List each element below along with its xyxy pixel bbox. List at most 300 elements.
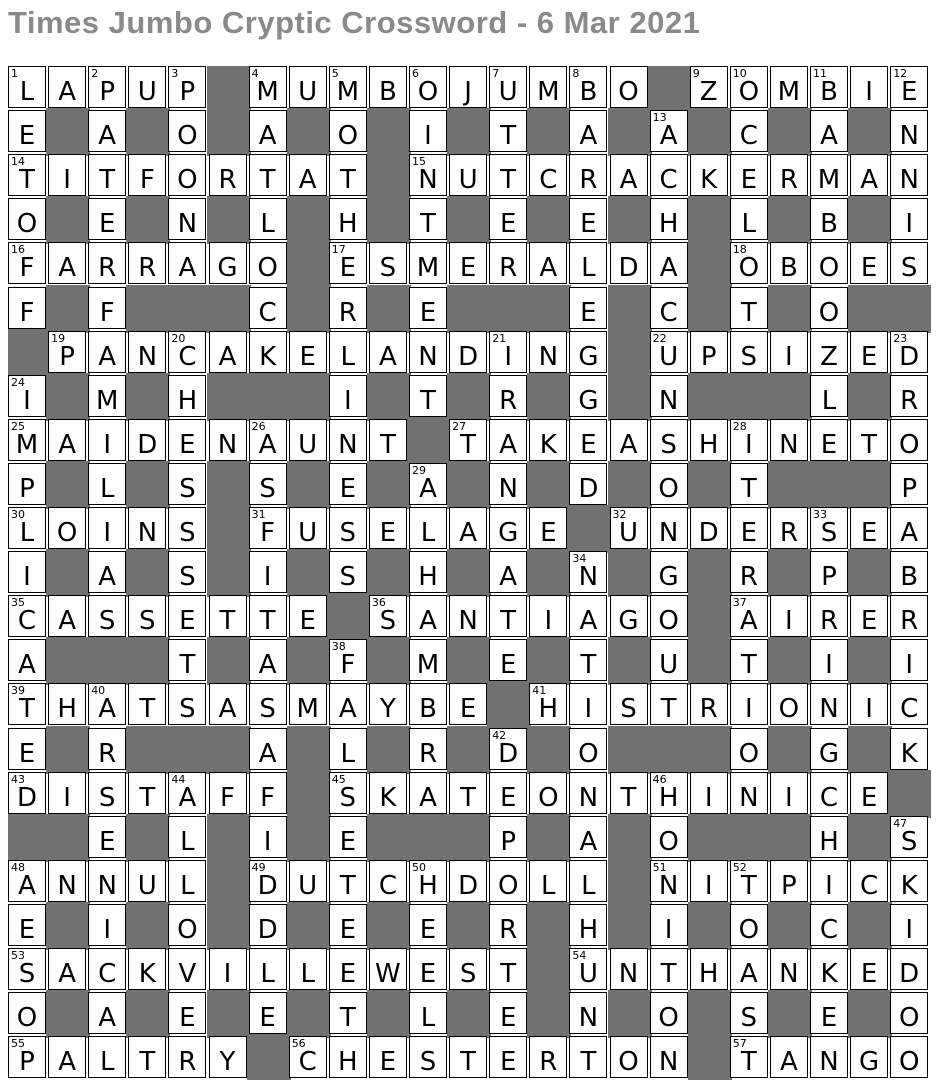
grid-cell-r5c10[interactable] [369, 242, 407, 284]
grid-cell-r5c20[interactable] [770, 242, 808, 284]
grid-cell-r10c11[interactable] [409, 463, 447, 505]
grid-cell-r1c10[interactable] [369, 66, 407, 108]
grid-cell-r16c9[interactable] [329, 728, 367, 770]
grid-cell-r11c13[interactable] [489, 507, 527, 549]
grid-cell-r15c11[interactable] [409, 683, 447, 725]
grid-cell-r22c7[interactable] [249, 992, 287, 1034]
grid-cell-r16c15[interactable] [569, 728, 607, 770]
grid-cell-r13c3[interactable] [88, 595, 126, 637]
grid-cell-r10c5[interactable] [168, 463, 206, 505]
grid-cell-r22c1[interactable] [8, 992, 46, 1034]
grid-cell-r13c19[interactable] [730, 595, 768, 637]
grid-cell-r9c14[interactable] [529, 419, 567, 461]
grid-cell-r11c10[interactable] [369, 507, 407, 549]
grid-cell-r15c2[interactable] [48, 683, 86, 725]
grid-cell-r11c23[interactable] [890, 507, 928, 549]
grid-cell-r4c21[interactable] [810, 198, 848, 240]
grid-cell-r16c23[interactable] [890, 728, 928, 770]
grid-cell-r20c7[interactable] [249, 904, 287, 946]
grid-cell-r23c11[interactable] [409, 1036, 447, 1078]
grid-cell-r9c15[interactable] [569, 419, 607, 461]
grid-cell-r10c3[interactable] [88, 463, 126, 505]
grid-cell-r12c13[interactable] [489, 551, 527, 593]
grid-cell-r23c4[interactable] [128, 1036, 166, 1078]
grid-cell-r11c8[interactable] [289, 507, 327, 549]
grid-cell-r14c1[interactable] [8, 639, 46, 681]
grid-cell-r17c11[interactable] [409, 772, 447, 814]
grid-cell-r10c17[interactable] [650, 463, 688, 505]
grid-cell-r20c11[interactable] [409, 904, 447, 946]
grid-cell-r23c12[interactable] [449, 1036, 487, 1078]
grid-cell-r19c10[interactable] [369, 860, 407, 902]
grid-cell-r21c22[interactable] [850, 948, 888, 990]
grid-cell-r20c17[interactable] [650, 904, 688, 946]
grid-cell-r7c2[interactable] [48, 331, 86, 373]
grid-cell-r3c8[interactable] [289, 154, 327, 196]
grid-cell-r23c23[interactable] [890, 1036, 928, 1078]
grid-cell-r21c9[interactable] [329, 948, 367, 990]
grid-cell-r17c15[interactable] [569, 772, 607, 814]
grid-cell-r1c12[interactable] [449, 66, 487, 108]
grid-cell-r6c9[interactable] [329, 287, 367, 329]
grid-cell-r17c16[interactable] [610, 772, 648, 814]
grid-cell-r5c12[interactable] [449, 242, 487, 284]
grid-cell-r9c3[interactable] [88, 419, 126, 461]
grid-cell-r12c7[interactable] [249, 551, 287, 593]
grid-cell-r8c9[interactable] [329, 375, 367, 417]
grid-cell-r7c15[interactable] [569, 331, 607, 373]
grid-cell-r11c18[interactable] [690, 507, 728, 549]
grid-cell-r9c2[interactable] [48, 419, 86, 461]
grid-cell-r14c15[interactable] [569, 639, 607, 681]
grid-cell-r9c5[interactable] [168, 419, 206, 461]
grid-cell-r6c21[interactable] [810, 287, 848, 329]
grid-cell-r15c23[interactable] [890, 683, 928, 725]
grid-cell-r22c21[interactable] [810, 992, 848, 1034]
grid-cell-r18c21[interactable] [810, 816, 848, 858]
grid-cell-r12c15[interactable] [569, 551, 607, 593]
grid-cell-r5c14[interactable] [529, 242, 567, 284]
grid-cell-r7c21[interactable] [810, 331, 848, 373]
grid-cell-r16c3[interactable] [88, 728, 126, 770]
grid-cell-r3c7[interactable] [249, 154, 287, 196]
grid-cell-r21c19[interactable] [730, 948, 768, 990]
grid-cell-r3c13[interactable] [489, 154, 527, 196]
grid-cell-r22c19[interactable] [730, 992, 768, 1034]
grid-cell-r8c13[interactable] [489, 375, 527, 417]
grid-cell-r5c19[interactable] [730, 242, 768, 284]
grid-cell-r23c8[interactable] [289, 1036, 327, 1078]
grid-cell-r14c13[interactable] [489, 639, 527, 681]
grid-cell-r22c23[interactable] [890, 992, 928, 1034]
grid-cell-r3c6[interactable] [209, 154, 247, 196]
grid-cell-r11c9[interactable] [329, 507, 367, 549]
grid-cell-r9c23[interactable] [890, 419, 928, 461]
grid-cell-r13c2[interactable] [48, 595, 86, 637]
grid-cell-r20c13[interactable] [489, 904, 527, 946]
grid-cell-r13c23[interactable] [890, 595, 928, 637]
grid-cell-r1c1[interactable] [8, 66, 46, 108]
grid-cell-r21c6[interactable] [209, 948, 247, 990]
grid-cell-r10c23[interactable] [890, 463, 928, 505]
grid-cell-r17c12[interactable] [449, 772, 487, 814]
grid-cell-r23c22[interactable] [850, 1036, 888, 1078]
grid-cell-r5c3[interactable] [88, 242, 126, 284]
grid-cell-r14c9[interactable] [329, 639, 367, 681]
grid-cell-r16c11[interactable] [409, 728, 447, 770]
grid-cell-r8c21[interactable] [810, 375, 848, 417]
grid-cell-r23c5[interactable] [168, 1036, 206, 1078]
grid-cell-r7c3[interactable] [88, 331, 126, 373]
grid-cell-r21c20[interactable] [770, 948, 808, 990]
grid-cell-r2c15[interactable] [569, 110, 607, 152]
grid-cell-r19c8[interactable] [289, 860, 327, 902]
grid-cell-r13c21[interactable] [810, 595, 848, 637]
grid-cell-r15c4[interactable] [128, 683, 166, 725]
grid-cell-r10c15[interactable] [569, 463, 607, 505]
grid-cell-r1c11[interactable] [409, 66, 447, 108]
grid-cell-r20c1[interactable] [8, 904, 46, 946]
grid-cell-r17c2[interactable] [48, 772, 86, 814]
grid-cell-r17c17[interactable] [650, 772, 688, 814]
grid-cell-r22c9[interactable] [329, 992, 367, 1034]
grid-cell-r11c1[interactable] [8, 507, 46, 549]
grid-cell-r13c10[interactable] [369, 595, 407, 637]
grid-cell-r7c7[interactable] [249, 331, 287, 373]
grid-cell-r23c13[interactable] [489, 1036, 527, 1078]
grid-cell-r17c4[interactable] [128, 772, 166, 814]
grid-cell-r3c23[interactable] [890, 154, 928, 196]
grid-cell-r14c17[interactable] [650, 639, 688, 681]
grid-cell-r18c23[interactable] [890, 816, 928, 858]
grid-cell-r17c22[interactable] [850, 772, 888, 814]
grid-cell-r9c21[interactable] [810, 419, 848, 461]
grid-cell-r2c7[interactable] [249, 110, 287, 152]
grid-cell-r6c7[interactable] [249, 287, 287, 329]
grid-cell-r22c11[interactable] [409, 992, 447, 1034]
grid-cell-r19c13[interactable] [489, 860, 527, 902]
grid-cell-r12c21[interactable] [810, 551, 848, 593]
grid-cell-r1c15[interactable] [569, 66, 607, 108]
grid-cell-r8c5[interactable] [168, 375, 206, 417]
grid-cell-r18c15[interactable] [569, 816, 607, 858]
grid-cell-r5c17[interactable] [650, 242, 688, 284]
grid-cell-r3c20[interactable] [770, 154, 808, 196]
grid-cell-r19c4[interactable] [128, 860, 166, 902]
grid-cell-r9c10[interactable] [369, 419, 407, 461]
grid-cell-r7c6[interactable] [209, 331, 247, 373]
grid-cell-r9c12[interactable] [449, 419, 487, 461]
grid-cell-r23c6[interactable] [209, 1036, 247, 1078]
grid-cell-r13c1[interactable] [8, 595, 46, 637]
grid-cell-r9c17[interactable] [650, 419, 688, 461]
grid-cell-r17c18[interactable] [690, 772, 728, 814]
grid-cell-r9c13[interactable] [489, 419, 527, 461]
grid-cell-r9c22[interactable] [850, 419, 888, 461]
grid-cell-r12c9[interactable] [329, 551, 367, 593]
grid-cell-r9c20[interactable] [770, 419, 808, 461]
grid-cell-r3c1[interactable] [8, 154, 46, 196]
grid-cell-r6c15[interactable] [569, 287, 607, 329]
grid-cell-r1c20[interactable] [770, 66, 808, 108]
grid-cell-r10c7[interactable] [249, 463, 287, 505]
grid-cell-r1c22[interactable] [850, 66, 888, 108]
grid-cell-r14c7[interactable] [249, 639, 287, 681]
grid-cell-r23c19[interactable] [730, 1036, 768, 1078]
grid-cell-r11c4[interactable] [128, 507, 166, 549]
grid-cell-r3c19[interactable] [730, 154, 768, 196]
grid-cell-r5c21[interactable] [810, 242, 848, 284]
grid-cell-r3c9[interactable] [329, 154, 367, 196]
grid-cell-r9c19[interactable] [730, 419, 768, 461]
grid-cell-r13c12[interactable] [449, 595, 487, 637]
grid-cell-r15c14[interactable] [529, 683, 567, 725]
grid-cell-r13c5[interactable] [168, 595, 206, 637]
grid-cell-r3c22[interactable] [850, 154, 888, 196]
grid-cell-r13c6[interactable] [209, 595, 247, 637]
grid-cell-r23c2[interactable] [48, 1036, 86, 1078]
grid-cell-r7c22[interactable] [850, 331, 888, 373]
grid-cell-r19c19[interactable] [730, 860, 768, 902]
grid-cell-r7c19[interactable] [730, 331, 768, 373]
grid-cell-r5c23[interactable] [890, 242, 928, 284]
grid-cell-r12c5[interactable] [168, 551, 206, 593]
grid-cell-r21c4[interactable] [128, 948, 166, 990]
grid-cell-r4c9[interactable] [329, 198, 367, 240]
grid-cell-r1c3[interactable] [88, 66, 126, 108]
grid-cell-r15c8[interactable] [289, 683, 327, 725]
grid-cell-r19c12[interactable] [449, 860, 487, 902]
grid-cell-r11c17[interactable] [650, 507, 688, 549]
grid-cell-r1c7[interactable] [249, 66, 287, 108]
grid-cell-r5c7[interactable] [249, 242, 287, 284]
grid-cell-r13c17[interactable] [650, 595, 688, 637]
grid-cell-r17c21[interactable] [810, 772, 848, 814]
grid-cell-r5c5[interactable] [168, 242, 206, 284]
grid-cell-r17c1[interactable] [8, 772, 46, 814]
grid-cell-r10c13[interactable] [489, 463, 527, 505]
grid-cell-r18c9[interactable] [329, 816, 367, 858]
grid-cell-r16c13[interactable] [489, 728, 527, 770]
grid-cell-r9c8[interactable] [289, 419, 327, 461]
grid-cell-r12c23[interactable] [890, 551, 928, 593]
grid-cell-r11c5[interactable] [168, 507, 206, 549]
grid-cell-r22c5[interactable] [168, 992, 206, 1034]
grid-cell-r19c1[interactable] [8, 860, 46, 902]
grid-cell-r21c17[interactable] [650, 948, 688, 990]
grid-cell-r20c9[interactable] [329, 904, 367, 946]
grid-cell-r4c5[interactable] [168, 198, 206, 240]
grid-cell-r5c13[interactable] [489, 242, 527, 284]
grid-cell-r2c9[interactable] [329, 110, 367, 152]
grid-cell-r11c19[interactable] [730, 507, 768, 549]
grid-cell-r18c3[interactable] [88, 816, 126, 858]
grid-cell-r20c19[interactable] [730, 904, 768, 946]
grid-cell-r21c23[interactable] [890, 948, 928, 990]
grid-cell-r16c1[interactable] [8, 728, 46, 770]
grid-cell-r4c13[interactable] [489, 198, 527, 240]
grid-cell-r15c7[interactable] [249, 683, 287, 725]
grid-cell-r1c14[interactable] [529, 66, 567, 108]
grid-cell-r8c17[interactable] [650, 375, 688, 417]
grid-cell-r15c9[interactable] [329, 683, 367, 725]
grid-cell-r3c16[interactable] [610, 154, 648, 196]
grid-cell-r3c12[interactable] [449, 154, 487, 196]
grid-cell-r13c20[interactable] [770, 595, 808, 637]
grid-cell-r9c7[interactable] [249, 419, 287, 461]
grid-cell-r21c16[interactable] [610, 948, 648, 990]
grid-cell-r23c15[interactable] [569, 1036, 607, 1078]
grid-cell-r18c13[interactable] [489, 816, 527, 858]
grid-cell-r3c18[interactable] [690, 154, 728, 196]
grid-cell-r1c18[interactable] [690, 66, 728, 108]
grid-cell-r4c1[interactable] [8, 198, 46, 240]
grid-cell-r13c4[interactable] [128, 595, 166, 637]
grid-cell-r5c6[interactable] [209, 242, 247, 284]
grid-cell-r15c12[interactable] [449, 683, 487, 725]
grid-cell-r4c7[interactable] [249, 198, 287, 240]
grid-cell-r7c9[interactable] [329, 331, 367, 373]
grid-cell-r9c9[interactable] [329, 419, 367, 461]
grid-cell-r19c20[interactable] [770, 860, 808, 902]
grid-cell-r5c16[interactable] [610, 242, 648, 284]
grid-cell-r22c13[interactable] [489, 992, 527, 1034]
grid-cell-r17c6[interactable] [209, 772, 247, 814]
grid-cell-r1c16[interactable] [610, 66, 648, 108]
grid-cell-r14c21[interactable] [810, 639, 848, 681]
grid-cell-r2c11[interactable] [409, 110, 447, 152]
grid-cell-r15c22[interactable] [850, 683, 888, 725]
grid-cell-r17c14[interactable] [529, 772, 567, 814]
grid-cell-r13c13[interactable] [489, 595, 527, 637]
grid-cell-r11c16[interactable] [610, 507, 648, 549]
grid-cell-r5c4[interactable] [128, 242, 166, 284]
grid-cell-r5c2[interactable] [48, 242, 86, 284]
grid-cell-r1c13[interactable] [489, 66, 527, 108]
grid-cell-r3c5[interactable] [168, 154, 206, 196]
grid-cell-r13c8[interactable] [289, 595, 327, 637]
grid-cell-r7c18[interactable] [690, 331, 728, 373]
grid-cell-r17c20[interactable] [770, 772, 808, 814]
grid-cell-r3c21[interactable] [810, 154, 848, 196]
grid-cell-r21c3[interactable] [88, 948, 126, 990]
grid-cell-r4c15[interactable] [569, 198, 607, 240]
grid-cell-r18c17[interactable] [650, 816, 688, 858]
grid-cell-r12c3[interactable] [88, 551, 126, 593]
grid-cell-r13c15[interactable] [569, 595, 607, 637]
grid-cell-r5c9[interactable] [329, 242, 367, 284]
grid-cell-r21c12[interactable] [449, 948, 487, 990]
grid-cell-r1c2[interactable] [48, 66, 86, 108]
grid-cell-r3c15[interactable] [569, 154, 607, 196]
grid-cell-r1c8[interactable] [289, 66, 327, 108]
grid-cell-r17c10[interactable] [369, 772, 407, 814]
grid-cell-r9c1[interactable] [8, 419, 46, 461]
grid-cell-r11c2[interactable] [48, 507, 86, 549]
grid-cell-r13c7[interactable] [249, 595, 287, 637]
grid-cell-r9c6[interactable] [209, 419, 247, 461]
grid-cell-r1c21[interactable] [810, 66, 848, 108]
grid-cell-r23c17[interactable] [650, 1036, 688, 1078]
grid-cell-r7c10[interactable] [369, 331, 407, 373]
grid-cell-r5c11[interactable] [409, 242, 447, 284]
grid-cell-r1c23[interactable] [890, 66, 928, 108]
grid-cell-r9c16[interactable] [610, 419, 648, 461]
grid-cell-r19c5[interactable] [168, 860, 206, 902]
grid-cell-r2c19[interactable] [730, 110, 768, 152]
grid-cell-r14c11[interactable] [409, 639, 447, 681]
grid-cell-r3c14[interactable] [529, 154, 567, 196]
grid-cell-r19c3[interactable] [88, 860, 126, 902]
grid-cell-r8c3[interactable] [88, 375, 126, 417]
grid-cell-r21c5[interactable] [168, 948, 206, 990]
grid-cell-r4c23[interactable] [890, 198, 928, 240]
grid-cell-r2c13[interactable] [489, 110, 527, 152]
grid-cell-r17c13[interactable] [489, 772, 527, 814]
grid-cell-r10c1[interactable] [8, 463, 46, 505]
grid-cell-r6c1[interactable] [8, 287, 46, 329]
grid-cell-r10c9[interactable] [329, 463, 367, 505]
grid-cell-r4c3[interactable] [88, 198, 126, 240]
grid-cell-r11c3[interactable] [88, 507, 126, 549]
grid-cell-r1c4[interactable] [128, 66, 166, 108]
grid-cell-r19c15[interactable] [569, 860, 607, 902]
grid-cell-r13c11[interactable] [409, 595, 447, 637]
grid-cell-r15c5[interactable] [168, 683, 206, 725]
grid-cell-r4c11[interactable] [409, 198, 447, 240]
grid-cell-r13c22[interactable] [850, 595, 888, 637]
grid-cell-r11c7[interactable] [249, 507, 287, 549]
grid-cell-r19c17[interactable] [650, 860, 688, 902]
grid-cell-r1c9[interactable] [329, 66, 367, 108]
grid-cell-r23c3[interactable] [88, 1036, 126, 1078]
grid-cell-r16c21[interactable] [810, 728, 848, 770]
grid-cell-r23c9[interactable] [329, 1036, 367, 1078]
grid-cell-r17c3[interactable] [88, 772, 126, 814]
grid-cell-r22c3[interactable] [88, 992, 126, 1034]
grid-cell-r13c16[interactable] [610, 595, 648, 637]
grid-cell-r15c17[interactable] [650, 683, 688, 725]
grid-cell-r7c20[interactable] [770, 331, 808, 373]
grid-cell-r8c15[interactable] [569, 375, 607, 417]
grid-cell-r5c1[interactable] [8, 242, 46, 284]
grid-cell-r19c9[interactable] [329, 860, 367, 902]
grid-cell-r21c10[interactable] [369, 948, 407, 990]
grid-cell-r21c13[interactable] [489, 948, 527, 990]
grid-cell-r21c7[interactable] [249, 948, 287, 990]
grid-cell-r15c6[interactable] [209, 683, 247, 725]
grid-cell-r20c23[interactable] [890, 904, 928, 946]
grid-cell-r22c17[interactable] [650, 992, 688, 1034]
grid-cell-r15c3[interactable] [88, 683, 126, 725]
grid-cell-r19c2[interactable] [48, 860, 86, 902]
grid-cell-r13c14[interactable] [529, 595, 567, 637]
grid-cell-r14c5[interactable] [168, 639, 206, 681]
grid-cell-r16c7[interactable] [249, 728, 287, 770]
grid-cell-r19c11[interactable] [409, 860, 447, 902]
grid-cell-r23c20[interactable] [770, 1036, 808, 1078]
grid-cell-r7c13[interactable] [489, 331, 527, 373]
grid-cell-r12c17[interactable] [650, 551, 688, 593]
grid-cell-r5c15[interactable] [569, 242, 607, 284]
grid-cell-r19c7[interactable] [249, 860, 287, 902]
grid-cell-r17c9[interactable] [329, 772, 367, 814]
grid-cell-r22c15[interactable] [569, 992, 607, 1034]
grid-cell-r21c1[interactable] [8, 948, 46, 990]
grid-cell-r4c19[interactable] [730, 198, 768, 240]
grid-cell-r16c19[interactable] [730, 728, 768, 770]
grid-cell-r11c22[interactable] [850, 507, 888, 549]
